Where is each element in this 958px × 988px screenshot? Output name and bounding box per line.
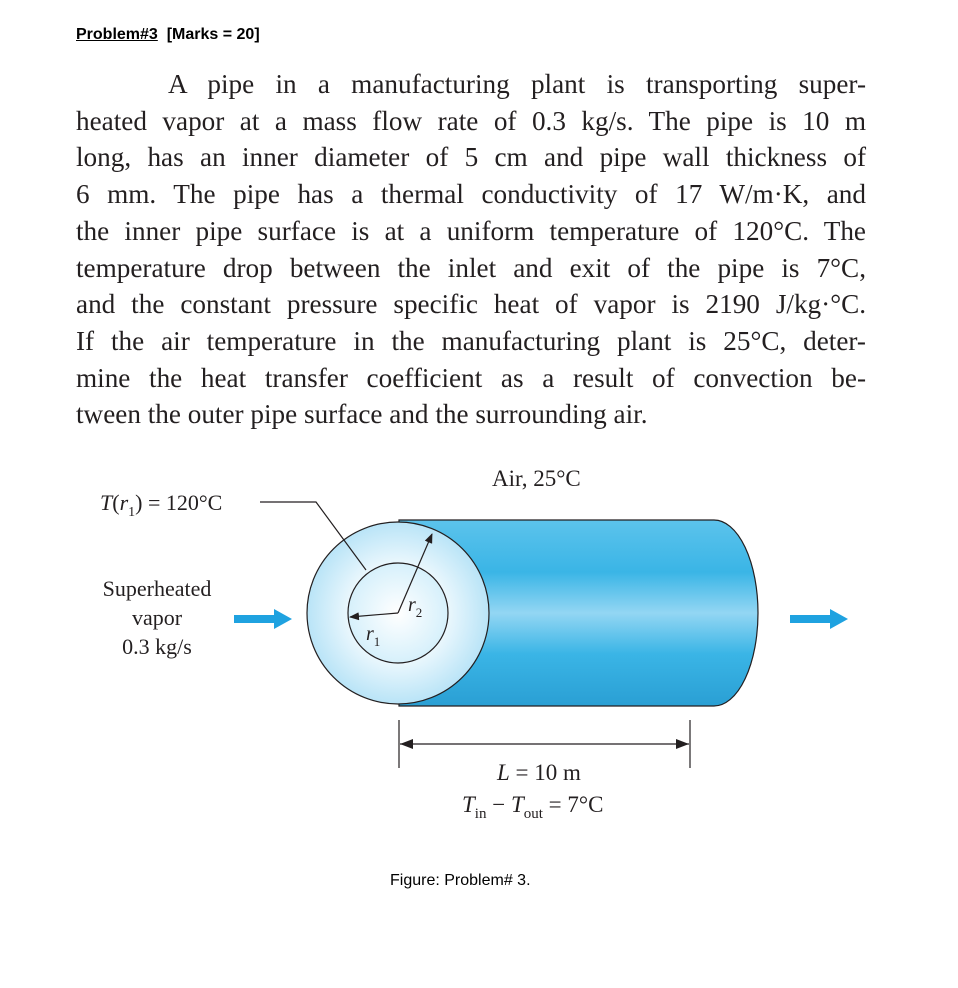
vapor-label-line1: Superheated — [102, 576, 212, 601]
r2-label: $r_2$ — [408, 594, 423, 620]
marks-label: [Marks = 20] — [166, 26, 260, 43]
air-label: Air, 25°C — [492, 466, 581, 491]
r1-label: $r_1$ — [366, 623, 381, 649]
statement-line: 6 mm. The pipe has a thermal conductivity of 17 W/m·K, and — [76, 179, 866, 210]
length-arrowhead-right — [676, 739, 689, 749]
vapor-flow-rate: 0.3 kg/s — [122, 634, 192, 659]
statement-line: long, has an inner diameter of 5 cm and pipe wall thickness of — [76, 142, 866, 173]
vapor-label-line2: vapor — [131, 605, 183, 630]
statement-line: mine the heat transfer coefficient as a result of convection be- — [76, 362, 866, 393]
statement-line: the inner pipe surface is at a uniform temperature of 120°C. The — [76, 215, 866, 246]
statement-line: and the constant pressure specific heat of vapor is 2190 J/kg·°C. — [76, 289, 866, 320]
statement-line: If the air temperature in the manufacturing plant is 25°C, deter- — [76, 325, 866, 356]
figure-caption: Figure: Problem# 3. — [390, 872, 531, 889]
inner-temperature-label: $T(r_1) = 120^\circ C$ — [100, 490, 223, 520]
length-label: L = 10 m — [497, 760, 581, 785]
outlet-flow-arrow — [790, 609, 848, 629]
inlet-flow-arrow — [234, 609, 292, 629]
statement-line: heated vapor at a mass flow rate of 0.3 kg/s. The pipe is 10 m — [76, 105, 866, 136]
statement-line: A pipe in a manufacturing plant is transporting super- — [168, 69, 866, 99]
statement-line: tween the outer pipe surface and the surrounding air. — [76, 399, 648, 430]
problem-number: Problem#3 — [76, 26, 158, 43]
temperature-drop-label: $T_{in} - T_{out} = 7^\circ C$ — [462, 792, 604, 822]
statement-line: temperature drop between the inlet and exit of the pipe is 7°C, — [76, 252, 866, 283]
length-arrowhead-left — [400, 739, 413, 749]
